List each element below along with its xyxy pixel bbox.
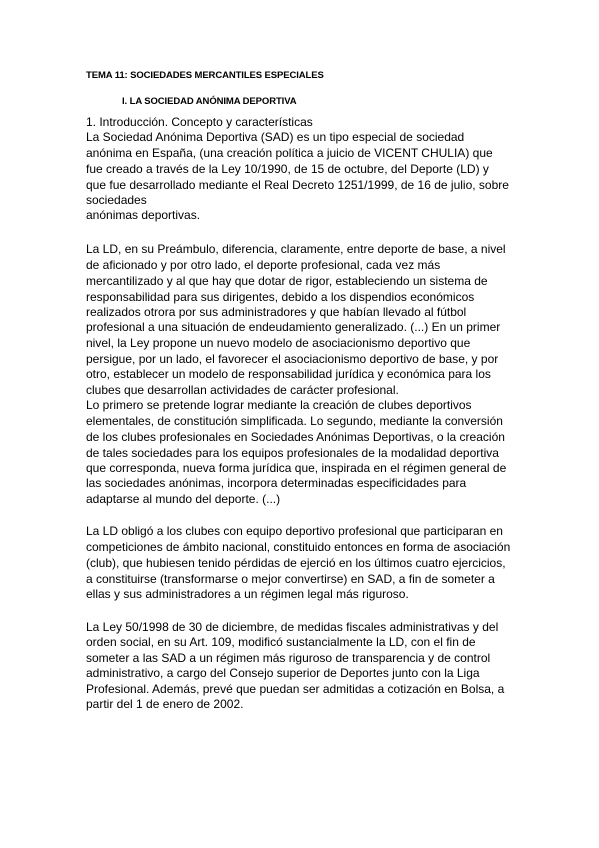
paragraph-2-line: persigue, por un lado, el favorecer el asociacionismo deportivo de base, y por — [86, 352, 499, 366]
paragraph-4-line: Profesional. Además, prevé que puedan ser admitidas a cotización en Bolsa, a — [86, 682, 505, 696]
paragraph-2-line: las sociedades anónimas, incorpora determinadas especificidades para — [86, 476, 467, 490]
paragraph-1-line: anónimas deportivas. — [86, 208, 201, 222]
paragraph-3-line: ellas y sus administradores a un régimen legal más riguroso. — [86, 587, 409, 601]
paragraph-4-line: orden social, en su Art. 109, modificó sustancialmente la LD, con el fin de — [86, 635, 476, 649]
paragraph-1-line: fue creado a través de la Ley 10/1990, de 15 de octubre, del Deporte (LD) y — [86, 162, 489, 176]
paragraph-2-line: de los clubes profesionales en Sociedades Anónimas Deportivas, o la creación — [86, 430, 505, 444]
paragraph-4-line: someter a las SAD a un régimen más riguroso de transparencia y de control — [86, 651, 491, 665]
paragraph-1-line: sociedades — [86, 193, 147, 207]
paragraph-2-line: realizados otrora por sus administradores y que habían llevado al fútbol — [86, 305, 467, 319]
paragraph-2-line: otro, establecer un modelo de responsabilidad jurídica y económica para los — [86, 367, 491, 381]
paragraph-4-line: administrativo, a cargo del Consejo superior de Deportes junto con la Liga — [86, 666, 480, 680]
paragraph-4-line: La Ley 50/1998 de 30 de diciembre, de medidas fiscales administrativas y del — [86, 620, 499, 634]
paragraph-1-line: La Sociedad Anónima Deportiva (SAD) es un tipo especial de sociedad — [86, 130, 465, 144]
paragraph-3-line: competiciones de ámbito nacional, constituido entonces en forma de asociación — [86, 540, 511, 554]
paragraph-2-line: de tales sociedades para los equipos profesionales de la modalidad deportiva — [86, 446, 499, 460]
paragraph-2-line: de aficionado y por otro lado, el deporte profesional, cada vez más — [86, 258, 441, 272]
section-title: I. LA SOCIEDAD ANÓNIMA DEPORTIVA — [122, 96, 297, 107]
paragraph-2-line: La LD, en su Preámbulo, diferencia, claramente, entre deporte de base, a nivel — [86, 242, 506, 256]
paragraph-1-line: anónima en España, (una creación política a juicio de VICENT CHULIA) que — [86, 146, 493, 160]
paragraph-2-line: profesional a una situación de endeudamiento generalizado. (...) En un primer — [86, 320, 501, 334]
paragraph-3-line: La LD obligó a los clubes con equipo deportivo profesional que participaran en — [86, 524, 503, 538]
paragraph-2-line: Lo primero se pretende lograr mediante la creación de clubes deportivos — [86, 398, 472, 412]
paragraph-1-line: que fue desarrollado mediante el Real Decreto 1251/1999, de 16 de julio, sobre — [86, 178, 509, 192]
paragraph-2-line: adaptarse al mundo del deporte. (...) — [86, 492, 281, 506]
paragraph-2-line: mercantilizado y al que hay que dotar de rigor, estableciendo un sistema de — [86, 274, 488, 288]
page-title: TEMA 11: SOCIEDADES MERCANTILES ESPECIALES — [86, 70, 324, 81]
paragraph-2-line: clubes que desarrollan actividades de carácter profesional. — [86, 383, 399, 397]
paragraph-2-line: elementales, de constitución simplificada. Lo segundo, mediante la conversión — [86, 414, 503, 428]
paragraph-2-line: que corresponda, nueva forma jurídica que, inspirada en el régimen general de — [86, 461, 507, 475]
paragraph-2-line: responsabilidad para sus dirigentes, debido a los dispendios económicos — [86, 290, 475, 304]
paragraph-3-line: a constituirse (transformarse o mejor convertirse) en SAD, a fin de someter a — [86, 572, 495, 586]
paragraph-2-line: nivel, la Ley propone un nuevo modelo de asociacionismo deportivo que — [86, 336, 471, 350]
paragraph-1-line: 1. Introducción. Concepto y características — [86, 115, 313, 129]
paragraph-3-line: (club), que hubiesen tenido pérdidas de ejerció en los últimos cuatro ejercicios, — [86, 556, 506, 570]
paragraph-4-line: partir del 1 de enero de 2002. — [86, 697, 244, 711]
